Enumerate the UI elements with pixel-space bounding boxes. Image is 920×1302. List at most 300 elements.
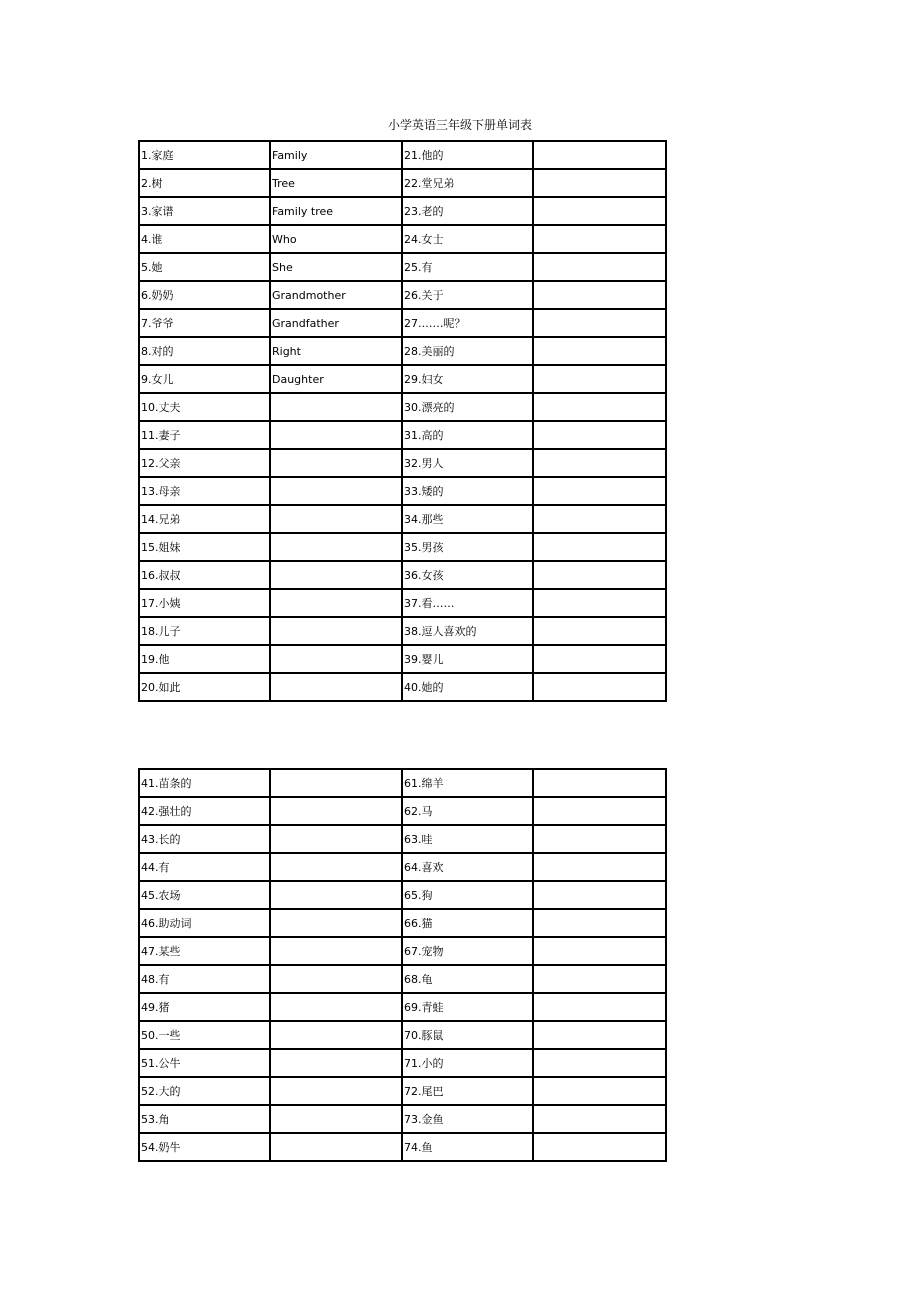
english-cell [533, 561, 666, 589]
chinese-word: 堂兄弟 [421, 177, 455, 190]
english-cell: Grandmother [270, 281, 402, 309]
chinese-cell [139, 421, 270, 449]
english-cell [270, 393, 402, 421]
chinese-cell [402, 225, 533, 253]
chinese-word: 叔叔 [158, 569, 181, 582]
chinese-word: 哇 [421, 833, 433, 846]
table-row [139, 337, 666, 365]
chinese-cell [402, 1049, 533, 1077]
word-number: 39. [404, 653, 422, 666]
chinese-word: 那些 [421, 513, 444, 526]
english-cell [270, 965, 402, 993]
chinese-word: 农场 [158, 889, 181, 902]
chinese-word: 他 [158, 653, 170, 666]
table-row [139, 505, 666, 533]
chinese-cell [402, 853, 533, 881]
english-cell [270, 1049, 402, 1077]
english-cell [270, 909, 402, 937]
chinese-word: 狗 [421, 889, 433, 902]
table-row [139, 449, 666, 477]
chinese-word: 婴儿 [421, 653, 444, 666]
chinese-cell [139, 449, 270, 477]
table-row [139, 797, 666, 825]
chinese-word: 有 [421, 261, 433, 274]
chinese-word: 马 [421, 805, 433, 818]
word-number: 45. [141, 889, 159, 902]
chinese-cell [139, 505, 270, 533]
word-number: 2. [141, 177, 152, 190]
chinese-cell [139, 281, 270, 309]
word-number: 70. [404, 1029, 422, 1042]
word-number: 69. [404, 1001, 422, 1014]
word-number: 9. [141, 373, 152, 386]
chinese-word: 姐妹 [158, 541, 181, 554]
word-number: 12. [141, 457, 159, 470]
chinese-word: 父亲 [158, 457, 181, 470]
table-row [139, 825, 666, 853]
english-cell: She [270, 253, 402, 281]
chinese-word: 大的 [158, 1085, 181, 1098]
chinese-word: 长的 [158, 833, 181, 846]
word-number: 50. [141, 1029, 159, 1042]
chinese-cell [139, 197, 270, 225]
chinese-word: 关于 [421, 289, 444, 302]
chinese-word: 助动词 [158, 917, 192, 930]
chinese-word: 女士 [421, 233, 444, 246]
chinese-cell [139, 993, 270, 1021]
chinese-word: 尾巴 [421, 1085, 444, 1098]
word-number: 17. [141, 597, 159, 610]
word-number: 51. [141, 1057, 159, 1070]
word-number: 46. [141, 917, 159, 930]
chinese-word: 奶牛 [158, 1141, 181, 1154]
english-cell [533, 169, 666, 197]
chinese-cell [139, 1077, 270, 1105]
word-number: 4. [141, 233, 152, 246]
word-number: 15. [141, 541, 159, 554]
chinese-word: 男人 [421, 457, 444, 470]
english-cell [533, 1021, 666, 1049]
english-cell [270, 1021, 402, 1049]
english-cell [270, 645, 402, 673]
chinese-word: 绵羊 [421, 777, 444, 790]
chinese-word: 女儿 [151, 373, 174, 386]
english-cell: Grandfather [270, 309, 402, 337]
chinese-word: 高的 [421, 429, 444, 442]
chinese-word: 看…… [421, 597, 455, 610]
english-cell [533, 533, 666, 561]
english-cell [533, 1049, 666, 1077]
table-row [139, 1077, 666, 1105]
chinese-cell [139, 533, 270, 561]
table-row [139, 769, 666, 797]
chinese-cell [402, 881, 533, 909]
english-cell: Who [270, 225, 402, 253]
word-number: 71. [404, 1057, 422, 1070]
chinese-cell [139, 393, 270, 421]
chinese-word: 美丽的 [421, 345, 455, 358]
english-cell [533, 253, 666, 281]
english-cell [533, 965, 666, 993]
english-cell [270, 1105, 402, 1133]
word-number: 42. [141, 805, 159, 818]
english-cell [270, 589, 402, 617]
chinese-cell [139, 673, 270, 701]
word-number: 61. [404, 777, 422, 790]
chinese-cell [402, 797, 533, 825]
chinese-cell [402, 589, 533, 617]
chinese-cell [139, 477, 270, 505]
english-cell [533, 393, 666, 421]
vocab-table-1 [138, 140, 667, 702]
chinese-word: 青蛙 [421, 1001, 444, 1014]
word-number: 47. [141, 945, 159, 958]
english-cell [270, 477, 402, 505]
chinese-word: 母亲 [158, 485, 181, 498]
english-cell: Tree [270, 169, 402, 197]
word-number: 6. [141, 289, 152, 302]
word-number: 25. [404, 261, 422, 274]
english-cell [270, 561, 402, 589]
chinese-cell [402, 561, 533, 589]
word-number: 72. [404, 1085, 422, 1098]
english-cell [533, 309, 666, 337]
word-number: 34. [404, 513, 422, 526]
word-number: 54. [141, 1141, 159, 1154]
chinese-word: 漂亮的 [421, 401, 455, 414]
chinese-cell [139, 1105, 270, 1133]
chinese-word: 一些 [158, 1029, 181, 1042]
english-cell [533, 449, 666, 477]
english-cell [533, 1077, 666, 1105]
chinese-word: 豚鼠 [421, 1029, 444, 1042]
english-cell [270, 533, 402, 561]
table-row [139, 477, 666, 505]
word-number: 3. [141, 205, 152, 218]
table-row [139, 393, 666, 421]
vocab-table-2 [138, 768, 667, 1162]
word-number: 28. [404, 345, 422, 358]
chinese-word: 公牛 [158, 1057, 181, 1070]
table-row [139, 909, 666, 937]
english-cell [533, 853, 666, 881]
chinese-word: 有 [158, 973, 170, 986]
chinese-cell [139, 253, 270, 281]
chinese-cell [402, 993, 533, 1021]
chinese-word: 老的 [421, 205, 444, 218]
english-cell [533, 909, 666, 937]
chinese-cell [139, 881, 270, 909]
chinese-cell [402, 505, 533, 533]
word-number: 73. [404, 1113, 422, 1126]
table-row [139, 561, 666, 589]
english-cell [533, 505, 666, 533]
word-number: 26. [404, 289, 422, 302]
table-row [139, 1105, 666, 1133]
chinese-word: 妇女 [421, 373, 444, 386]
table-row [139, 141, 666, 169]
chinese-cell [402, 617, 533, 645]
chinese-word: 小的 [421, 1057, 444, 1070]
word-number: 38. [404, 625, 422, 638]
chinese-word: 她的 [421, 681, 444, 694]
chinese-cell [402, 965, 533, 993]
chinese-word: 鱼 [421, 1141, 433, 1154]
word-number: 40. [404, 681, 422, 694]
chinese-cell [402, 533, 533, 561]
chinese-word: 对的 [151, 345, 174, 358]
chinese-cell [402, 281, 533, 309]
word-number: 41. [141, 777, 159, 790]
table-row [139, 421, 666, 449]
chinese-cell [402, 365, 533, 393]
chinese-cell [402, 309, 533, 337]
word-number: 10. [141, 401, 159, 414]
chinese-cell [402, 449, 533, 477]
chinese-cell [139, 365, 270, 393]
chinese-word: 逗人喜欢的 [421, 625, 477, 638]
word-number: 53. [141, 1113, 159, 1126]
chinese-cell [402, 1077, 533, 1105]
word-number: 5. [141, 261, 152, 274]
chinese-cell [402, 1133, 533, 1161]
table-row [139, 1133, 666, 1161]
word-number: 27. [404, 317, 422, 330]
chinese-word: 宠物 [421, 945, 444, 958]
chinese-word: 角 [158, 1113, 170, 1126]
table-row [139, 281, 666, 309]
english-cell [270, 993, 402, 1021]
english-cell [270, 881, 402, 909]
english-cell [533, 477, 666, 505]
word-number: 64. [404, 861, 422, 874]
chinese-cell [402, 197, 533, 225]
english-cell [270, 1133, 402, 1161]
chinese-word: 丈夫 [158, 401, 181, 414]
table-row [139, 673, 666, 701]
table-row [139, 937, 666, 965]
chinese-cell [402, 169, 533, 197]
word-number: 63. [404, 833, 422, 846]
english-cell [533, 825, 666, 853]
word-number: 8. [141, 345, 152, 358]
chinese-word: ……呢？ [421, 317, 466, 330]
chinese-word: 苗条的 [158, 777, 192, 790]
english-cell [270, 617, 402, 645]
word-number: 18. [141, 625, 159, 638]
word-number: 66. [404, 917, 422, 930]
chinese-cell [139, 617, 270, 645]
table-row [139, 1049, 666, 1077]
chinese-cell [139, 645, 270, 673]
english-cell [533, 337, 666, 365]
word-number: 23. [404, 205, 422, 218]
chinese-cell [139, 797, 270, 825]
word-number: 31. [404, 429, 422, 442]
word-number: 7. [141, 317, 152, 330]
english-cell [533, 225, 666, 253]
word-number: 36. [404, 569, 422, 582]
word-number: 21. [404, 149, 422, 162]
chinese-word: 兄弟 [158, 513, 181, 526]
chinese-word: 男孩 [421, 541, 444, 554]
chinese-cell [139, 1049, 270, 1077]
chinese-cell [402, 1021, 533, 1049]
english-cell [533, 365, 666, 393]
chinese-cell [402, 393, 533, 421]
chinese-cell [139, 1133, 270, 1161]
word-number: 22. [404, 177, 422, 190]
chinese-word: 猪 [158, 1001, 170, 1014]
chinese-word: 家谱 [151, 205, 174, 218]
english-cell [533, 197, 666, 225]
chinese-word: 她 [151, 261, 163, 274]
english-cell [270, 421, 402, 449]
chinese-word: 树 [151, 177, 163, 190]
english-cell [533, 769, 666, 797]
chinese-cell [139, 825, 270, 853]
chinese-word: 某些 [158, 945, 181, 958]
english-cell [533, 673, 666, 701]
word-number: 35. [404, 541, 422, 554]
table-row [139, 1021, 666, 1049]
chinese-cell [139, 1021, 270, 1049]
chinese-word: 妻子 [158, 429, 181, 442]
chinese-word: 女孩 [421, 569, 444, 582]
word-number: 30. [404, 401, 422, 414]
word-number: 44. [141, 861, 159, 874]
chinese-cell [402, 421, 533, 449]
word-number: 37. [404, 597, 422, 610]
word-number: 43. [141, 833, 159, 846]
word-number: 19. [141, 653, 159, 666]
table-row [139, 309, 666, 337]
chinese-word: 矮的 [421, 485, 444, 498]
table-row [139, 253, 666, 281]
chinese-cell [139, 589, 270, 617]
chinese-cell [139, 337, 270, 365]
english-cell [533, 617, 666, 645]
chinese-cell [139, 769, 270, 797]
word-number: 13. [141, 485, 159, 498]
english-cell [270, 449, 402, 477]
chinese-cell [402, 673, 533, 701]
table-row [139, 881, 666, 909]
table-row [139, 169, 666, 197]
english-cell [533, 881, 666, 909]
chinese-cell [139, 937, 270, 965]
chinese-cell [139, 561, 270, 589]
chinese-cell [402, 337, 533, 365]
chinese-cell [139, 309, 270, 337]
word-number: 32. [404, 457, 422, 470]
chinese-cell [402, 1105, 533, 1133]
english-cell [533, 589, 666, 617]
english-cell [533, 937, 666, 965]
chinese-word: 金鱼 [421, 1113, 444, 1126]
chinese-word: 龟 [421, 973, 433, 986]
table-row [139, 965, 666, 993]
english-cell [533, 645, 666, 673]
word-number: 24. [404, 233, 422, 246]
word-number: 52. [141, 1085, 159, 1098]
english-cell: Daughter [270, 365, 402, 393]
chinese-cell [402, 141, 533, 169]
chinese-word: 奶奶 [151, 289, 174, 302]
english-cell [270, 797, 402, 825]
chinese-word: 谁 [151, 233, 163, 246]
chinese-cell [139, 225, 270, 253]
english-cell [270, 825, 402, 853]
chinese-cell [139, 853, 270, 881]
table-row [139, 589, 666, 617]
word-number: 29. [404, 373, 422, 386]
word-number: 11. [141, 429, 159, 442]
english-cell [533, 993, 666, 1021]
english-cell [533, 141, 666, 169]
english-cell [270, 769, 402, 797]
english-cell: Right [270, 337, 402, 365]
word-number: 74. [404, 1141, 422, 1154]
english-cell [270, 853, 402, 881]
english-cell [533, 281, 666, 309]
chinese-word: 强壮的 [158, 805, 192, 818]
english-cell [270, 1077, 402, 1105]
english-cell: Family [270, 141, 402, 169]
chinese-cell [402, 253, 533, 281]
chinese-word: 家庭 [151, 149, 174, 162]
chinese-cell [402, 769, 533, 797]
chinese-cell [402, 937, 533, 965]
word-number: 49. [141, 1001, 159, 1014]
chinese-word: 猫 [421, 917, 433, 930]
table-row [139, 993, 666, 1021]
english-cell [533, 797, 666, 825]
english-cell [270, 937, 402, 965]
chinese-word: 小姨 [158, 597, 181, 610]
chinese-cell [139, 169, 270, 197]
english-cell: Family tree [270, 197, 402, 225]
chinese-cell [402, 825, 533, 853]
chinese-cell [402, 645, 533, 673]
table-row [139, 365, 666, 393]
chinese-cell [139, 909, 270, 937]
chinese-word: 如此 [158, 681, 181, 694]
chinese-word: 儿子 [158, 625, 181, 638]
word-number: 20. [141, 681, 159, 694]
chinese-cell [139, 141, 270, 169]
chinese-cell [139, 965, 270, 993]
table-row [139, 645, 666, 673]
word-number: 14. [141, 513, 159, 526]
english-cell [533, 1133, 666, 1161]
english-cell [533, 1105, 666, 1133]
chinese-word: 他的 [421, 149, 444, 162]
table-row [139, 225, 666, 253]
english-cell [270, 505, 402, 533]
word-number: 65. [404, 889, 422, 902]
word-number: 68. [404, 973, 422, 986]
chinese-word: 有 [158, 861, 170, 874]
chinese-cell [402, 477, 533, 505]
table-row [139, 853, 666, 881]
chinese-word: 喜欢 [421, 861, 444, 874]
page-title: 小学英语三年级下册单词表 [387, 118, 532, 132]
table-row [139, 197, 666, 225]
word-number: 16. [141, 569, 159, 582]
table-row [139, 617, 666, 645]
english-cell [270, 673, 402, 701]
